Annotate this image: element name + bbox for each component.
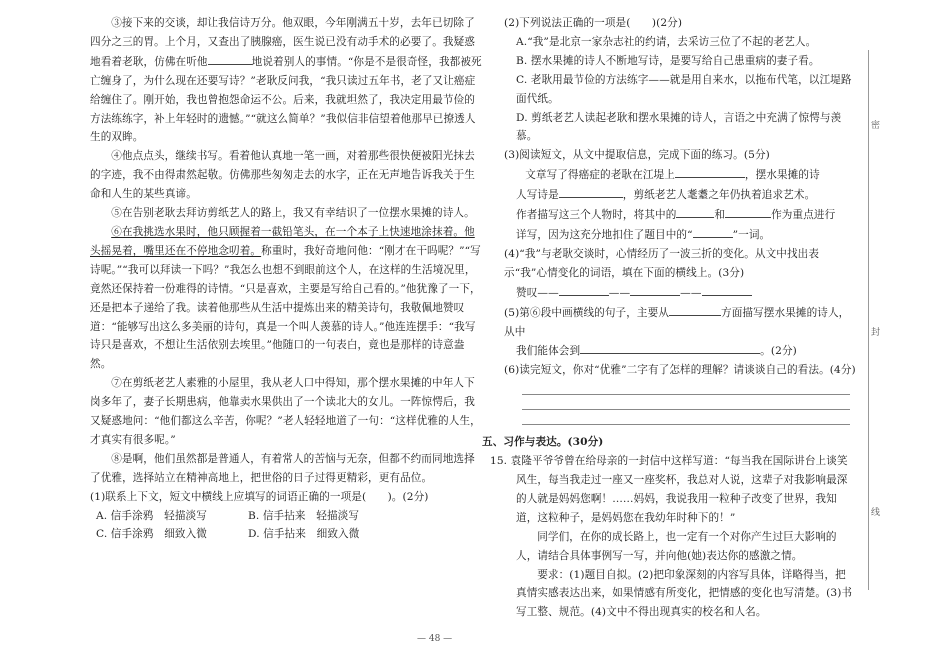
fill-blank[interactable]	[676, 205, 714, 218]
fill-blank[interactable]	[580, 341, 760, 354]
passage-paragraph-4: ④他点点头，继续书写。看着他认真地一笔一画，对着那些很快便被阳光抹去的字迹，我不由得肃然起敬。仿佛那些匆匆走去的水字，正在无声地告诉我关于生命和人生的某些真谛。	[90, 150, 475, 201]
page-number: — 48 —	[417, 634, 453, 644]
fill-blank[interactable]	[702, 283, 752, 296]
option-a[interactable]: A. 信手涂鸦 轻描淡写	[96, 509, 207, 522]
question-3-line-2: 人写诗是 ，剪纸老艺人耄耋之年仍执着追求艺术。	[504, 185, 856, 205]
question-5-line-2: 我们能体会到 。(2分)	[504, 341, 856, 361]
passage-paragraph-6: ⑥在我挑选水果时，他只顾握着一截铅笔头，在一个本子上快速地涂抹着。他头摇晃着，嘴里还在不停地念叨着。称重时，我好奇地问他：“刚才在干吗呢？”“写诗呢。”“我可以拜读一下吗？”我怎么也想不到眼前这个人，在这样的生活境况里，竟然还保持着一份难得的诗情。“只是喜欢，主要是写给自己看的。”他犹豫了一下，还是把本子递给了我。读着他那些从生活中提炼出来的精美诗句，我敬佩地赞叹道：“能够写出这么多美丽的诗句，真是一个叫人羡慕的诗人。”他连连摆手：“我写诗只是喜欢，不想让生活依别去埃里。”他随口的一句表白，竟也是那样的诗意盎然。	[90, 225, 481, 371]
reading-passage-column	[90, 14, 484, 544]
question-15-requirements: 要求：(1)题目自拟。(2)把印象深刻的内容写具体，详略得当，把真情实感表达出来，如果情感有所变化，把情感的变化也写清楚。(3)书写工整、规范。(4)文中不得出现真实的校名和人名。	[516, 568, 853, 619]
fill-blank[interactable]	[693, 225, 733, 238]
fill-blank[interactable]	[669, 303, 721, 316]
question-2-option-c[interactable]: C. 老耿用最节俭的方法练字——就是用自来水，以拖布代笔，以江堤路面代纸。	[516, 73, 852, 105]
fill-blank[interactable]	[559, 185, 623, 198]
seam-label-feng: 封	[871, 328, 881, 338]
questions-column	[482, 14, 856, 622]
seam-label-mi: 密	[871, 121, 881, 131]
underlined-sentence: ⑥在我挑选水果时，他只顾握着一截铅笔头，在一个本子上快速地涂抹着。他头摇晃着，嘴里还在不停地念叨着。	[90, 225, 475, 257]
question-3-line-4: 详写，因为这充分地扣住了题目中的“ ”一词。	[504, 225, 856, 245]
question-3-line-1: 文章写了得癌症的老耿在江堤上 ，摆水果摊的诗	[504, 165, 856, 185]
question-2: (2)下列说法正确的一项是( )(2分)	[504, 17, 683, 29]
question-3-line-3: 作者描写这三个人物时，将其中的 和 作为重点进行	[504, 205, 856, 225]
question-2-option-b[interactable]: B. 摆水果摊的诗人不断地写诗，是要写给自己患重病的妻子看。	[516, 54, 820, 67]
question-4: (4)“我”与老耿交谈时，心情经历了一波三折的变化。从文中找出表示“我”心情变化的词语，填在下面的横线上。(3分)	[504, 247, 820, 279]
option-b[interactable]: B. 信手拈来 轻描淡写	[248, 509, 360, 522]
answer-line[interactable]	[522, 395, 850, 410]
question-6: (6)读完短文，你对“优雅”二字有了怎样的理解？请谈谈自己的看法。(4分)	[504, 364, 856, 377]
question-1-options-row-2	[90, 525, 484, 544]
passage-paragraph-5: ⑤在告别老耿去拜访剪纸艺人的路上，我又有幸结识了一位摆水果摊的诗人。	[111, 207, 475, 220]
question-15-prompt: 15. 袁隆平爷爷曾在给母亲的一封信中这样写道：“每当我在国际讲台上谈笑风生，每当我走过一座又一座奖杯，我总对人说，这辈子对我影响最深的人就是妈妈您啊！……妈妈，我说我用一粒种子改变了世界，我知道，这粒种子，是妈妈您在我幼年时种下的！”	[490, 455, 848, 524]
passage-paragraph-7: ⑦在剪纸老艺人素雅的小屋里，我从老人口中得知，那个摆水果摊的中年人下岗多年了，妻子长期患病，他靠卖水果供出了一个读北大的女儿。一阵惊愕后，我又疑惑地问：“他们都这么辛苦，你呢？”老人轻轻地道了一句：“这样优雅的人生，才真实有很多呢。”	[90, 377, 481, 446]
option-c[interactable]: C. 信手涂鸦 细致入微	[96, 528, 208, 541]
binding-seam-line	[868, 50, 869, 590]
answer-line[interactable]	[522, 380, 850, 395]
fill-blank[interactable]	[630, 283, 680, 296]
fill-blank[interactable]	[208, 52, 252, 65]
question-1: (1)联系上下文，短文中横线上应填写的词语正确的一项是( )。(2分)	[90, 490, 429, 503]
question-15-task: 同学们，在你的成长路上，也一定有一个对你产生过巨大影响的人，请结合具体事例写一写，并向他(她)表达你的感激之情。	[516, 530, 837, 562]
section-5-title: 五、习作与表达。(30分)	[482, 436, 604, 449]
option-d[interactable]: D. 信手拈来 细致入微	[248, 528, 360, 541]
fill-blank[interactable]	[675, 165, 745, 178]
answer-line[interactable]	[522, 410, 850, 425]
question-2-option-d[interactable]: D. 剪纸老艺人读起老耿和摆水果摊的诗人，言语之中充满了惊愕与羡慕。	[516, 111, 842, 143]
passage-paragraph-3: ③接下来的交谈，却让我信诗万分。他双眼，今年刚满五十岁，去年已切除了四分之三的胃。上个月，又查出了胰腺癌，医生说已没有动手术的必要了。我疑惑地看着老耿，仿佛在听他 地说着别人的事情。“你是不是很奇怪，我都被死亡缠身了，为什么现在还要写诗？”老耿反问我，“我只读过五年书，老了又让癌症给缠住了。刚开始，我也曾抱怨命运不公。后来，我就坦然了，我决定用最节俭的方法练练字，补上年轻时的遗憾。”“就这么简单？”我似信非信望着他那早已撩透人生的双眸。	[90, 17, 482, 144]
seam-label-xian: 线	[871, 508, 881, 518]
question-1-options-row-1	[90, 507, 484, 526]
fill-blank[interactable]	[725, 205, 771, 218]
fill-blank[interactable]	[559, 283, 609, 296]
question-5: (5)第⑥段中画横线的句子，主要从 方面描写摆水果摊的诗人，从中	[504, 303, 856, 342]
passage-paragraph-8: ⑧是啊，他们虽然都是普通人，有着常人的苦恼与无奈，但都不约而同地选择了优雅，选择站立在精神高地上，把世俗的日子过得更精彩，更有品位。	[90, 452, 475, 484]
question-2-option-a[interactable]: A.“我”是北京一家杂志社的约请，去采访三位了不起的老艺人。	[516, 35, 817, 48]
question-3: (3)阅读短文，从文中提取信息，完成下面的练习。(5分)	[504, 149, 770, 162]
question-4-answer-line: 赞叹—— —— ——	[504, 283, 856, 303]
